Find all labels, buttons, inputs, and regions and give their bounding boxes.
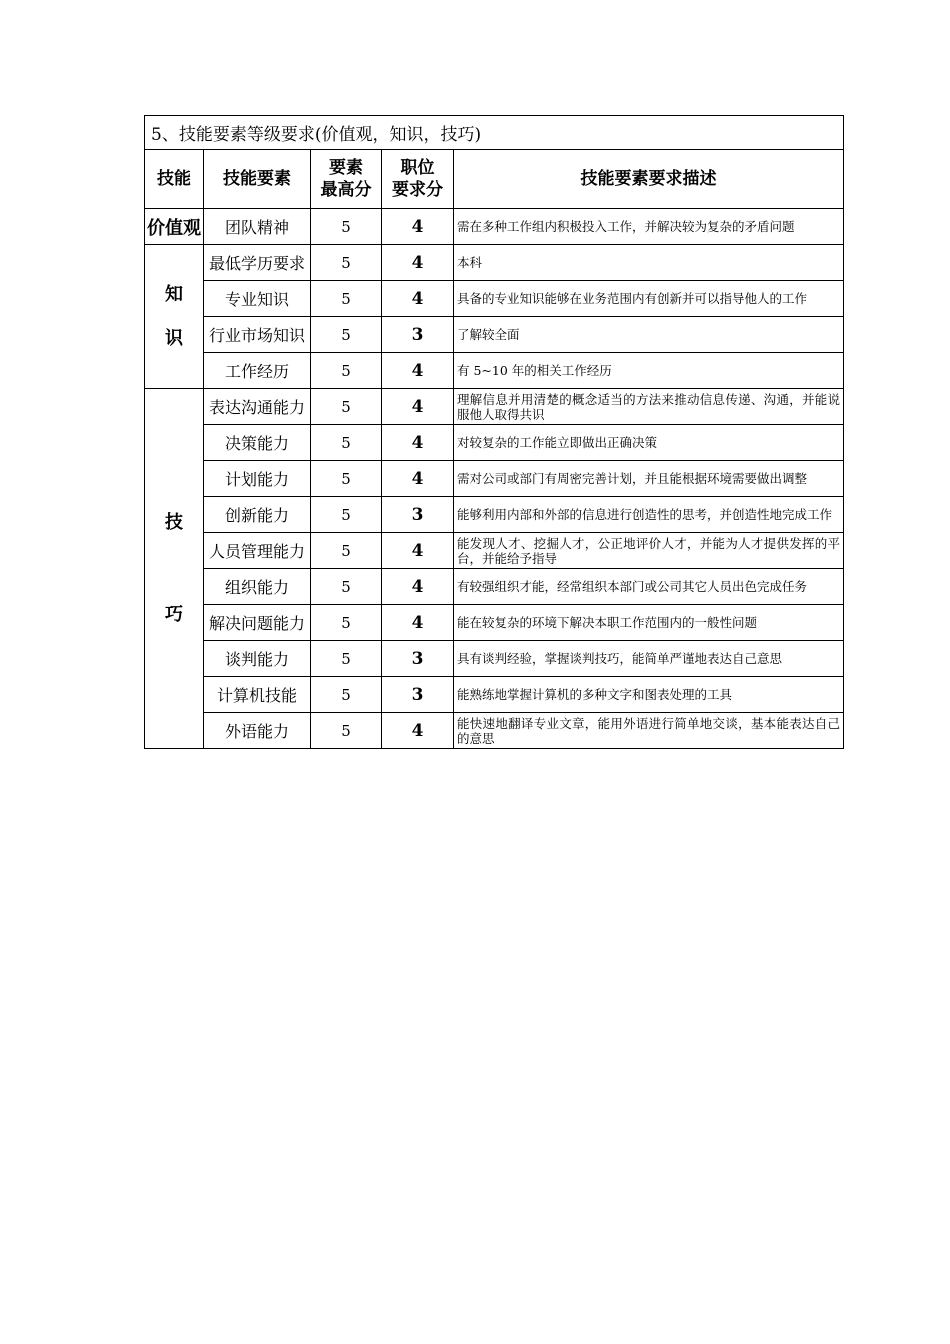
- table-row: [145, 497, 844, 533]
- element-cell: 表达沟通能力: [204, 389, 311, 425]
- max-score-cell: 5: [311, 425, 382, 461]
- category-values: 价值观: [145, 209, 204, 245]
- skill-requirements-table: [144, 115, 844, 749]
- category-skills: [145, 389, 204, 749]
- category-knowledge: [145, 245, 204, 389]
- header-row: [145, 150, 844, 209]
- element-cell: 外语能力: [204, 713, 311, 749]
- element-cell: 人员管理能力: [204, 533, 311, 569]
- table-row: [145, 641, 844, 677]
- description-cell: 能发现人才、挖掘人才，公正地评价人才，并能为人才提供发挥的平台，并能给予指导: [454, 533, 844, 569]
- required-score-cell: 3: [382, 641, 454, 677]
- table-row: [145, 245, 844, 281]
- element-cell: 计划能力: [204, 461, 311, 497]
- header-element: 技能要素: [204, 150, 311, 209]
- description-cell: 理解信息并用清楚的概念适当的方法来推动信息传递、沟通，并能说服他人取得共识: [454, 389, 844, 425]
- category-knowledge-char1: 知: [165, 283, 183, 305]
- description-cell: 能快速地翻译专业文章，能用外语进行简单地交谈，基本能表达自己的意思: [454, 713, 844, 749]
- element-cell: 解决问题能力: [204, 605, 311, 641]
- required-score-cell: 4: [382, 605, 454, 641]
- max-score-cell: 5: [311, 317, 382, 353]
- table-row: [145, 569, 844, 605]
- element-cell: 团队精神: [204, 209, 311, 245]
- max-score-cell: 5: [311, 497, 382, 533]
- description-cell: 能够利用内部和外部的信息进行创造性的思考，并创造性地完成工作: [454, 497, 844, 533]
- max-score-cell: 5: [311, 641, 382, 677]
- required-score-cell: 3: [382, 497, 454, 533]
- table-row: [145, 677, 844, 713]
- table-row: [145, 461, 844, 497]
- header-max-line1: 要素: [329, 158, 363, 178]
- table-row: [145, 533, 844, 569]
- header-max-score: [311, 150, 382, 209]
- element-cell: 决策能力: [204, 425, 311, 461]
- element-cell: 创新能力: [204, 497, 311, 533]
- max-score-cell: 5: [311, 461, 382, 497]
- header-req-line2: 要求分: [392, 180, 443, 200]
- table-title-row: [145, 116, 844, 150]
- required-score-cell: 3: [382, 317, 454, 353]
- table-row: [145, 353, 844, 389]
- header-max-line2: 最高分: [320, 180, 372, 200]
- required-score-cell: 4: [382, 569, 454, 605]
- max-score-cell: 5: [311, 389, 382, 425]
- description-cell: 需在多种工作组内积极投入工作，并解决较为复杂的矛盾问题: [454, 209, 844, 245]
- table-row: [145, 209, 844, 245]
- required-score-cell: 4: [382, 209, 454, 245]
- element-cell: 专业知识: [204, 281, 311, 317]
- description-cell: 了解较全面: [454, 317, 844, 353]
- required-score-cell: 4: [382, 353, 454, 389]
- max-score-cell: 5: [311, 245, 382, 281]
- element-cell: 行业市场知识: [204, 317, 311, 353]
- element-cell: 工作经历: [204, 353, 311, 389]
- max-score-cell: 5: [311, 713, 382, 749]
- max-score-cell: 5: [311, 677, 382, 713]
- required-score-cell: 4: [382, 425, 454, 461]
- element-cell: 组织能力: [204, 569, 311, 605]
- required-score-cell: 3: [382, 677, 454, 713]
- table-row: [145, 605, 844, 641]
- required-score-cell: 4: [382, 713, 454, 749]
- description-cell: 对较复杂的工作能立即做出正确决策: [454, 425, 844, 461]
- header-required-score: [382, 150, 454, 209]
- category-skills-char1: 技: [165, 511, 183, 533]
- table-row: [145, 281, 844, 317]
- category-knowledge-char2: 识: [165, 327, 183, 349]
- category-skills-char2: 巧: [165, 603, 183, 625]
- required-score-cell: 4: [382, 281, 454, 317]
- description-cell: 需对公司或部门有周密完善计划，并且能根据环境需要做出调整: [454, 461, 844, 497]
- header-req-line1: 职位: [400, 158, 435, 178]
- element-cell: 谈判能力: [204, 641, 311, 677]
- max-score-cell: 5: [311, 353, 382, 389]
- header-description: 技能要素要求描述: [454, 150, 844, 209]
- table-row: [145, 713, 844, 749]
- description-cell: 有较强组织才能，经常组织本部门或公司其它人员出色完成任务: [454, 569, 844, 605]
- required-score-cell: 4: [382, 389, 454, 425]
- element-cell: 计算机技能: [204, 677, 311, 713]
- required-score-cell: 4: [382, 461, 454, 497]
- max-score-cell: 5: [311, 209, 382, 245]
- max-score-cell: 5: [311, 281, 382, 317]
- required-score-cell: 4: [382, 245, 454, 281]
- description-cell: 具有谈判经验，掌握谈判技巧，能简单严谨地表达自己意思: [454, 641, 844, 677]
- element-cell: 最低学历要求: [204, 245, 311, 281]
- description-cell: 具备的专业知识能够在业务范围内有创新并可以指导他人的工作: [454, 281, 844, 317]
- table-row: [145, 389, 844, 425]
- section-title: 5、技能要素等级要求(价值观，知识，技巧): [145, 116, 844, 150]
- description-cell: 能熟练地掌握计算机的多种文字和图表处理的工具: [454, 677, 844, 713]
- header-skill: 技能: [145, 150, 204, 209]
- table-row: [145, 317, 844, 353]
- max-score-cell: 5: [311, 569, 382, 605]
- description-cell: 本科: [454, 245, 844, 281]
- required-score-cell: 4: [382, 533, 454, 569]
- max-score-cell: 5: [311, 533, 382, 569]
- description-cell: 有 5~10 年的相关工作经历: [454, 353, 844, 389]
- max-score-cell: 5: [311, 605, 382, 641]
- table-row: [145, 425, 844, 461]
- description-cell: 能在较复杂的环境下解决本职工作范围内的一般性问题: [454, 605, 844, 641]
